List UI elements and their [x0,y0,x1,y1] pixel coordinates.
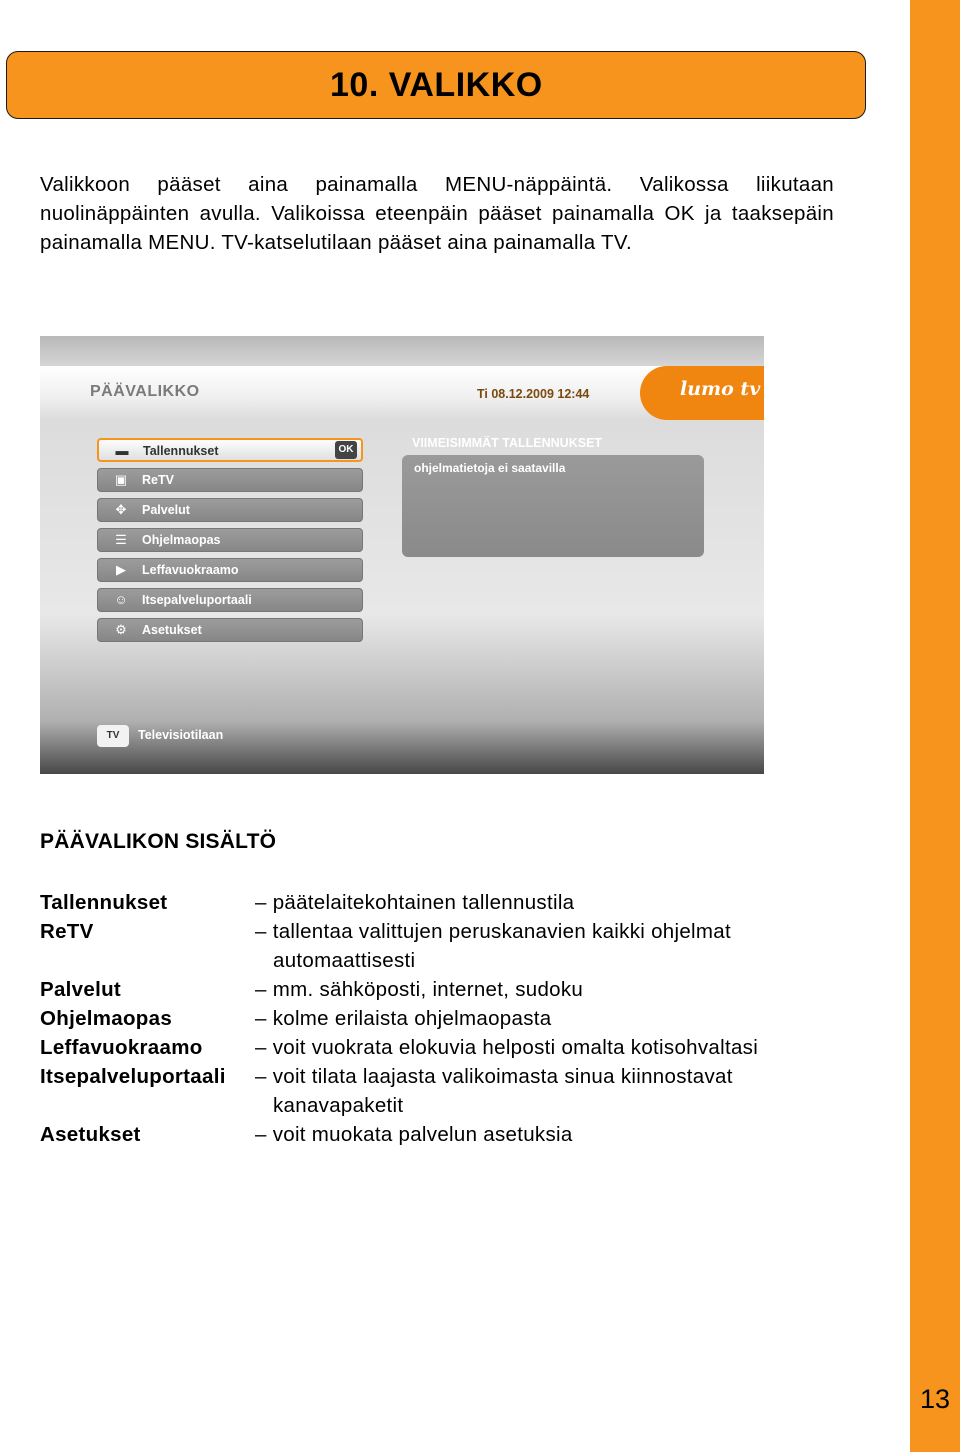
tv-button-badge: TV [97,725,129,747]
row-term: Tallennukset [40,891,168,914]
menu-item-retv[interactable] [97,468,363,492]
row-description: – voit tilata laajasta valikoimasta sinua kiinnostavat [255,1065,733,1088]
menu-item-itsepalveluportaali[interactable] [97,588,363,612]
menu-item-label: Asetukset [142,623,202,637]
menu-item-label: Palvelut [142,503,190,517]
menu-item-label: Tallennukset [143,444,219,458]
lumo-logo-text: lumo tv [680,378,761,400]
guide-icon: ☰ [115,532,127,547]
menu-item-asetukset[interactable] [97,618,363,642]
menu-screenshot [40,336,764,774]
menu-item-label: ReTV [142,473,174,487]
row-term: Itsepalveluportaali [40,1065,226,1088]
intro-paragraph: Valikkoon pääset aina painamalla MENU-näppäintä. Valikossa liikutaan nuolinäppäinten avulla. Valikoissa eteenpäin pääset painamalla OK ja taaksepäin painamalla MENU. TV-katselutilaan pääset aina painamalla TV. [40,173,834,254]
row-term: Asetukset [40,1123,141,1146]
ok-badge: OK [335,441,357,459]
row-description-cont: kanavapaketit [273,1094,404,1117]
row-description: – mm. sähköposti, internet, sudoku [255,978,584,1001]
menu-item-ohjelmaopas[interactable] [97,528,363,552]
row-term: ReTV [40,920,94,943]
services-icon: ✥ [115,502,127,517]
recordings-empty-text: ohjelmatietoja ei saatavilla [414,461,566,475]
section-heading: PÄÄVALIKON SISÄLTÖ [40,830,277,853]
menu-item-palvelut[interactable] [97,498,363,522]
menu-item-label: Itsepalveluportaali [142,593,252,607]
menu-item-tallennukset[interactable] [97,438,363,462]
row-description: – kolme erilaista ohjelmaopasta [255,1007,552,1030]
row-term: Leffavuokraamo [40,1036,203,1059]
row-term: Ohjelmaopas [40,1007,173,1030]
row-description: – päätelaitekohtainen tallennustila [255,891,575,914]
screen-top-strip [40,336,764,366]
page-number: 13 [919,1384,951,1414]
menu-item-leffavuokraamo[interactable] [97,558,363,582]
row-description: – voit vuokrata elokuvia helposti omalta kotisohvaltasi [255,1036,759,1059]
side-bar [910,0,960,1452]
camera-icon: ▶ [116,562,126,577]
user-icon: ☺ [114,592,128,607]
recordings-title: VIIMEISIMMÄT TALLENNUKSET [412,436,603,450]
screen-title: PÄÄVALIKKO [90,383,200,400]
menu-item-label: Leffavuokraamo [142,563,239,577]
row-description-cont: automaattisesti [273,949,416,972]
tv-mode-label: Televisiotilaan [138,728,224,742]
row-description: – voit muokata palvelun asetuksia [255,1123,573,1146]
row-description: – tallentaa valittujen peruskanavien kaikki ohjelmat [255,920,731,943]
settings-icon: ⚙ [115,622,127,637]
page-title: 10. VALIKKO [330,66,543,104]
row-term: Palvelut [40,978,122,1001]
screen-datetime: Ti 08.12.2009 12:44 [477,387,590,401]
menu-item-label: Ohjelmaopas [142,533,221,547]
retv-icon: ▣ [114,472,128,487]
folder-icon: ▬ [115,443,129,458]
